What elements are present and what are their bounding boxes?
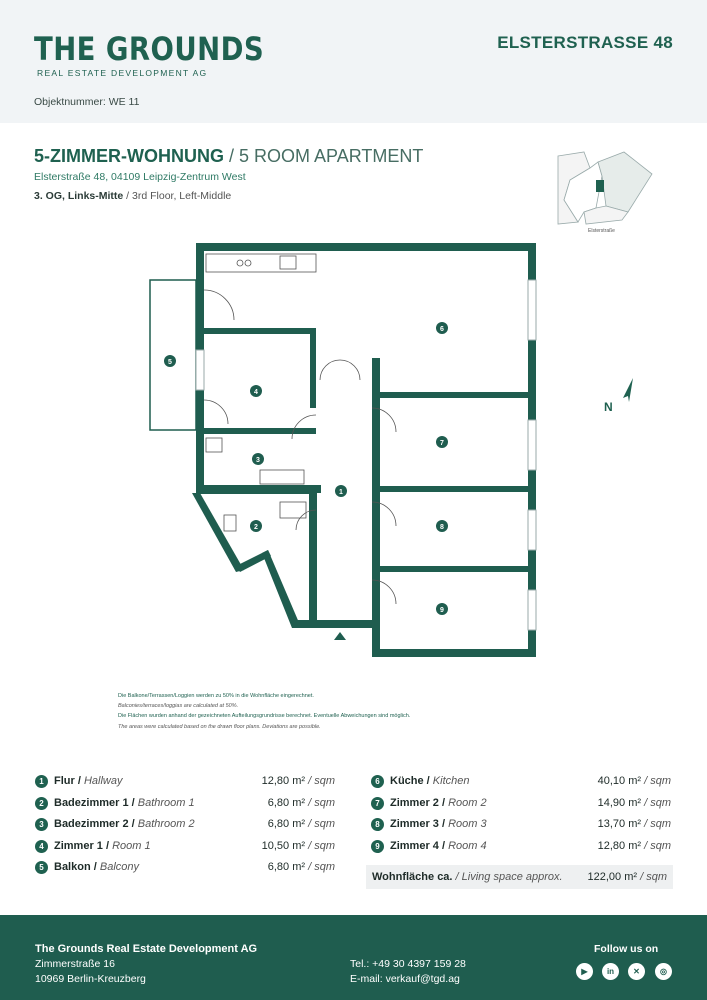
- room-area: 6,80 m² / sqm: [267, 796, 335, 809]
- room-list-right: [371, 774, 671, 860]
- plan-marker-1: 1: [339, 489, 343, 496]
- room-number-badge: 7: [371, 797, 384, 810]
- room-row: [371, 817, 671, 839]
- youtube-icon[interactable]: ▶: [576, 963, 593, 980]
- room-area-unit: sqm: [650, 796, 671, 809]
- page-footer: [0, 915, 707, 1000]
- room-name-en: Bathroom 1: [137, 796, 195, 809]
- room-name: Zimmer 4 / Room 4: [390, 839, 487, 852]
- room-name-de: Balkon: [54, 861, 91, 873]
- plan-marker-6: 6: [440, 326, 444, 333]
- apartment-title-sep: /: [223, 146, 239, 166]
- room-area-unit: sqm: [314, 839, 335, 852]
- footer-follow-label: Follow us on: [594, 943, 659, 955]
- room-row: [35, 774, 335, 796]
- footer-phone[interactable]: Tel.: +49 30 4397 159 28: [350, 958, 466, 970]
- living-space-value: 122,00 m²: [587, 871, 638, 883]
- logo-title: THE GROUNDS: [34, 30, 265, 68]
- living-space-summary: [366, 865, 673, 889]
- plan-marker-3: 3: [256, 457, 260, 464]
- apartment-title-en: 5 ROOM APARTMENT: [239, 146, 424, 166]
- living-space-area: 122,00 m² / sqm: [587, 871, 667, 883]
- room-area: 10,50 m² / sqm: [261, 839, 335, 852]
- room-area-unit: sqm: [314, 796, 335, 809]
- page-header: [0, 0, 707, 123]
- room-area-unit: sqm: [650, 839, 671, 852]
- room-area-unit: sqm: [314, 861, 335, 873]
- room-name-en: Balcony: [99, 861, 139, 873]
- room-area-value: 6,80 m²: [267, 818, 306, 830]
- room-name: Badezimmer 1 / Bathroom 1: [54, 796, 195, 809]
- floor-en: 3rd Floor, Left-Middle: [132, 190, 232, 202]
- xing-icon[interactable]: ✕: [628, 963, 645, 980]
- room-row: [371, 839, 671, 861]
- keymap-street-label: Elsterstraße: [588, 228, 615, 234]
- room-area-value: 13,70 m²: [597, 818, 642, 830]
- footer-street: Zimmerstraße 16: [35, 958, 115, 970]
- room-name-de: Zimmer 3: [390, 818, 439, 830]
- room-name-de: Badezimmer 2: [54, 818, 129, 830]
- room-row: [371, 796, 671, 818]
- plan-marker-8: 8: [440, 524, 444, 531]
- plan-marker-2: 2: [254, 524, 258, 531]
- room-area-unit: sqm: [650, 818, 671, 830]
- logo-subtitle: REAL ESTATE DEVELOPMENT AG: [37, 68, 208, 78]
- note-line-1: Die Balkone/Terrassen/Loggien werden zu 50% in die Wohnfläche eingerechnet.: [118, 693, 314, 699]
- room-name-de: Zimmer 2: [390, 796, 439, 809]
- living-space-unit: sqm: [646, 871, 667, 883]
- instagram-icon[interactable]: ◎: [655, 963, 672, 980]
- room-area-value: 6,80 m²: [267, 861, 306, 873]
- room-number-badge: 5: [35, 861, 48, 874]
- room-name-en: Room 4: [448, 839, 487, 852]
- plan-marker-7: 7: [440, 440, 444, 447]
- note-line-2: Balconies/terraces/loggias are calculated at 50%.: [118, 703, 239, 710]
- apartment-title-de: 5-ZIMMER-WOHNUNG: [34, 146, 224, 166]
- room-area: 12,80 m² / sqm: [261, 775, 335, 787]
- room-name-de: Flur: [54, 775, 75, 787]
- room-name-en: Room 1: [112, 839, 151, 852]
- room-number-badge: 8: [371, 818, 384, 831]
- footer-city: 10969 Berlin-Kreuzberg: [35, 973, 146, 985]
- room-number-badge: 6: [371, 775, 384, 788]
- room-number-badge: 1: [35, 775, 48, 788]
- room-area-value: 10,50 m²: [261, 839, 306, 852]
- living-space-de: Wohnfläche ca.: [372, 871, 453, 883]
- object-number: Objektnummer: WE 11: [34, 96, 140, 108]
- room-area-value: 14,90 m²: [597, 796, 642, 809]
- apartment-title: [34, 146, 423, 167]
- room-number-badge: 9: [371, 840, 384, 853]
- room-name-en: Bathroom 2: [137, 818, 195, 830]
- room-area-unit: sqm: [314, 775, 335, 787]
- plan-marker-5: 5: [168, 359, 172, 366]
- note-line-4: The areas were calculated based on the drawn floor plans. Deviations are possible.: [118, 723, 321, 730]
- room-name-de: Küche: [390, 775, 424, 787]
- apartment-address: Elsterstraße 48, 04109 Leipzig-Zentrum West: [34, 171, 246, 183]
- room-name-en: Room 3: [448, 818, 487, 830]
- room-area-value: 12,80 m²: [261, 775, 306, 787]
- room-name-de: Zimmer 4: [390, 839, 439, 852]
- plan-marker-9: 9: [440, 607, 444, 614]
- room-name-de: Badezimmer 1: [54, 796, 129, 809]
- room-name-en: Hallway: [83, 775, 123, 787]
- room-row: [35, 860, 335, 882]
- location-keymap: [550, 150, 654, 230]
- footer-email[interactable]: E-mail: verkauf@tgd.ag: [350, 973, 460, 985]
- room-name: Balkon / Balcony: [54, 861, 139, 873]
- plan-marker-4: 4: [254, 389, 258, 396]
- room-row: [35, 817, 335, 839]
- room-row: [35, 796, 335, 818]
- room-name-en: Kitchen: [432, 775, 470, 787]
- north-arrow-icon: [595, 378, 645, 418]
- linkedin-icon[interactable]: in: [602, 963, 619, 980]
- room-area: 12,80 m² / sqm: [597, 839, 671, 852]
- living-space-en: Living space approx.: [461, 871, 563, 883]
- floor-plan: [140, 240, 550, 660]
- room-row: [371, 774, 671, 796]
- room-area-value: 40,10 m²: [597, 775, 642, 787]
- room-name: Flur / Hallway: [54, 775, 123, 787]
- room-number-badge: 2: [35, 797, 48, 810]
- room-area-unit: sqm: [314, 818, 335, 830]
- room-area-value: 12,80 m²: [597, 839, 642, 852]
- room-list-left: [35, 774, 335, 882]
- room-area: 14,90 m² / sqm: [597, 796, 671, 809]
- room-area-unit: sqm: [650, 775, 671, 787]
- room-row: [35, 839, 335, 861]
- note-line-3: Die Flächen wurden anhand der gezeichneten Aufteilungsgrundrisse berechnet. Eventuelle Abweichungen sind möglich.: [118, 713, 411, 720]
- room-area: 13,70 m² / sqm: [597, 818, 671, 830]
- area-notes: [118, 691, 410, 732]
- room-area: 6,80 m² / sqm: [267, 861, 335, 873]
- room-name: Badezimmer 2 / Bathroom 2: [54, 818, 195, 830]
- living-space-label: Wohnfläche ca. / Living space approx.: [372, 871, 563, 883]
- apartment-floor: [34, 190, 231, 202]
- room-area-value: 6,80 m²: [267, 796, 306, 809]
- room-name-de: Zimmer 1: [54, 839, 103, 852]
- room-name: Küche / Kitchen: [390, 775, 470, 787]
- room-area: 6,80 m² / sqm: [267, 818, 335, 830]
- room-name: Zimmer 2 / Room 2: [390, 796, 487, 809]
- footer-company: The Grounds Real Estate Development AG: [35, 943, 258, 955]
- room-number-badge: 3: [35, 818, 48, 831]
- room-name: Zimmer 3 / Room 3: [390, 818, 487, 830]
- north-label: N: [604, 400, 613, 414]
- street-title: ELSTERSTRASSE 48: [497, 33, 673, 52]
- room-name: Zimmer 1 / Room 1: [54, 839, 151, 852]
- room-number-badge: 4: [35, 840, 48, 853]
- room-name-en: Room 2: [448, 796, 487, 809]
- floor-sep: /: [123, 190, 133, 202]
- room-area: 40,10 m² / sqm: [597, 775, 671, 787]
- floor-de: 3. OG, Links-Mitte: [34, 190, 124, 202]
